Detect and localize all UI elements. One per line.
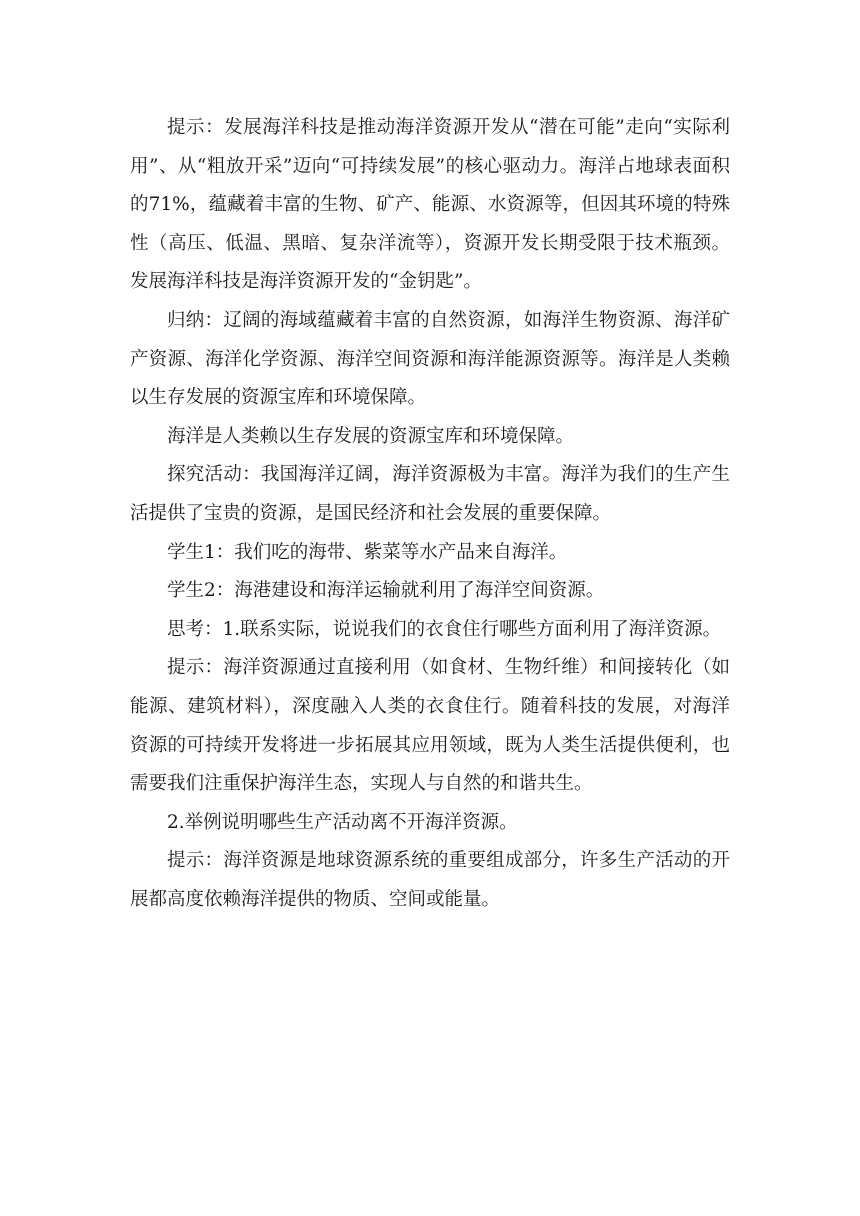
paragraph-question-2: 2.举例说明哪些生产活动离不开海洋资源。	[167, 811, 518, 833]
paragraph-hint-daily-life: 提示：海洋资源通过直接利用（如食材、生物纤维）和间接转化（如能源、建筑材料），深度融入人类的衣食住行。随着科技的发展，对海洋资源的可持续开发将进一步拓展其应用领域，既为人类生活提供便利，也需要我们注重保护海洋生态，实现人与自然的和谐共生。	[130, 657, 730, 795]
paragraph-hint-production: 提示：海洋资源是地球资源系统的重要组成部分，许多生产活动的开展都高度依赖海洋提供的物质、空间或能量。	[130, 850, 730, 910]
paragraph-summary-natural-resources: 归纳：辽阔的海域蕴藏着丰富的自然资源，如海洋生物资源、海洋矿产资源、海洋化学资源、海洋空间资源和海洋能源资源等。海洋是人类赖以生存发展的资源宝库和环境保障。	[130, 309, 730, 409]
paragraph-hint-marine-technology: 提示：发展海洋科技是推动海洋资源开发从“潜在可能”走向“实际利用”、从“粗放开采”迈向“可持续发展”的核心驱动力。海洋占地球表面积的71%，蕴藏着丰富的生物、矿产、能源、水资源等，但因其环境的特殊性（高压、低温、黑暗、复杂洋流等），资源开发长期受限于技术瓶颈。发展海洋科技是海洋资源开发的“金钥匙”。	[130, 117, 730, 293]
paragraph-key-point: 海洋是人类赖以生存发展的资源宝库和环境保障。	[167, 425, 575, 447]
paragraph-question-1: 思考：1.联系实际，说说我们的衣食住行哪些方面利用了海洋资源。	[167, 618, 722, 640]
paragraph-student-1: 学生1：我们吃的海带、紫菜等水产品来自海洋。	[167, 541, 568, 563]
paragraph-inquiry-activity: 探究活动：我国海洋辽阔，海洋资源极为丰富。海洋为我们的生产生活提供了宝贵的资源，是国民经济和社会发展的重要保障。	[130, 464, 730, 524]
paragraph-student-2: 学生2：海港建设和海洋运输就利用了海洋空间资源。	[167, 580, 605, 602]
document-body	[130, 109, 730, 919]
